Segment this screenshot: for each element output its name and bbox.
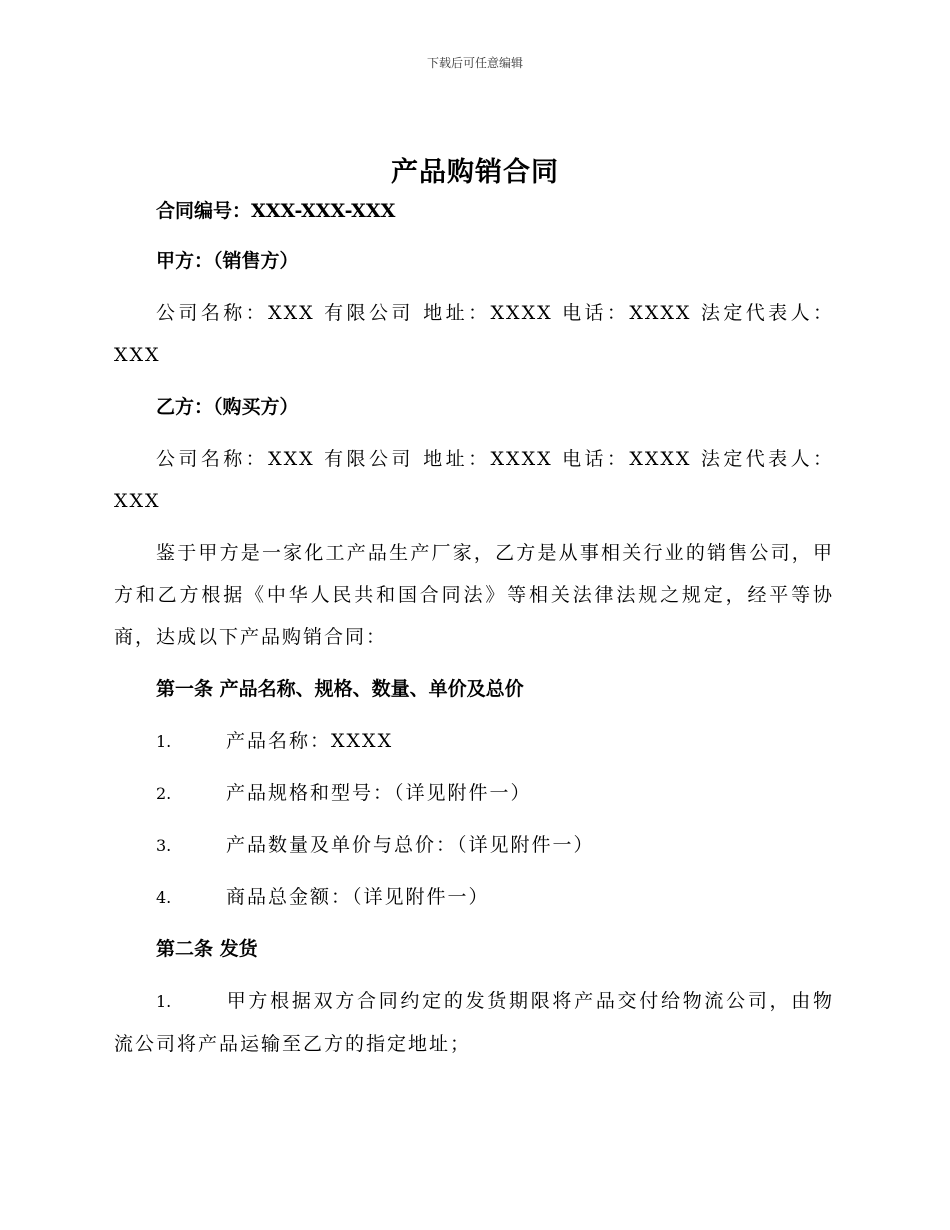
list-item-text: 产品规格和型号：（详见附件一） [226,782,532,804]
party-a-info: 公司名称：XXX 有限公司 地址：XXXX 电话：XXXX 法定代表人：XXX [114,302,834,366]
list-item-number: 3. [156,836,172,855]
article-1-heading: 第一条 产品名称、规格、数量、单价及总价 [156,678,524,700]
list-item [156,720,834,763]
list-item-number: 4. [156,888,172,907]
party-b-info: 公司名称：XXX 有限公司 地址：XXXX 电话：XXXX 法定代表人：XXX [114,448,834,512]
article-2-item-1 [114,980,834,1065]
list-item-number: 1. [156,992,172,1011]
list-item [156,824,834,867]
list-item [156,772,834,815]
preamble-paragraph: 鉴于甲方是一家化工产品生产厂家，乙方是从事相关行业的销售公司，甲方和乙方根据《中华人民共和国合同法》等相关法律法规之规定，经平等协商，达成以下产品购销合同： [114,542,834,648]
party-b-heading: 乙方：（购买方） [156,396,299,418]
list-item-text: 商品总金额：（详见附件一） [226,886,490,908]
list-item-text: 产品名称：XXXX [226,730,394,752]
party-a-heading: 甲方：（销售方） [156,250,299,272]
contract-number: 合同编号：XXX-XXX-XXX [156,200,396,222]
list-item-number: 1. [156,732,172,751]
article-2-heading: 第二条 发货 [156,938,258,960]
header-note: 下载后可任意编辑 [426,56,523,70]
list-item-text: 甲方根据双方合同约定的发货期限将产品交付给物流公司，由物流公司将产品运输至乙方的指定地址； [114,990,834,1055]
list-item-number: 2. [156,784,172,803]
document-title: 产品购销合同 [391,157,559,188]
list-item-text: 产品数量及单价与总价：（详见附件一） [226,834,595,856]
list-item [156,876,834,919]
